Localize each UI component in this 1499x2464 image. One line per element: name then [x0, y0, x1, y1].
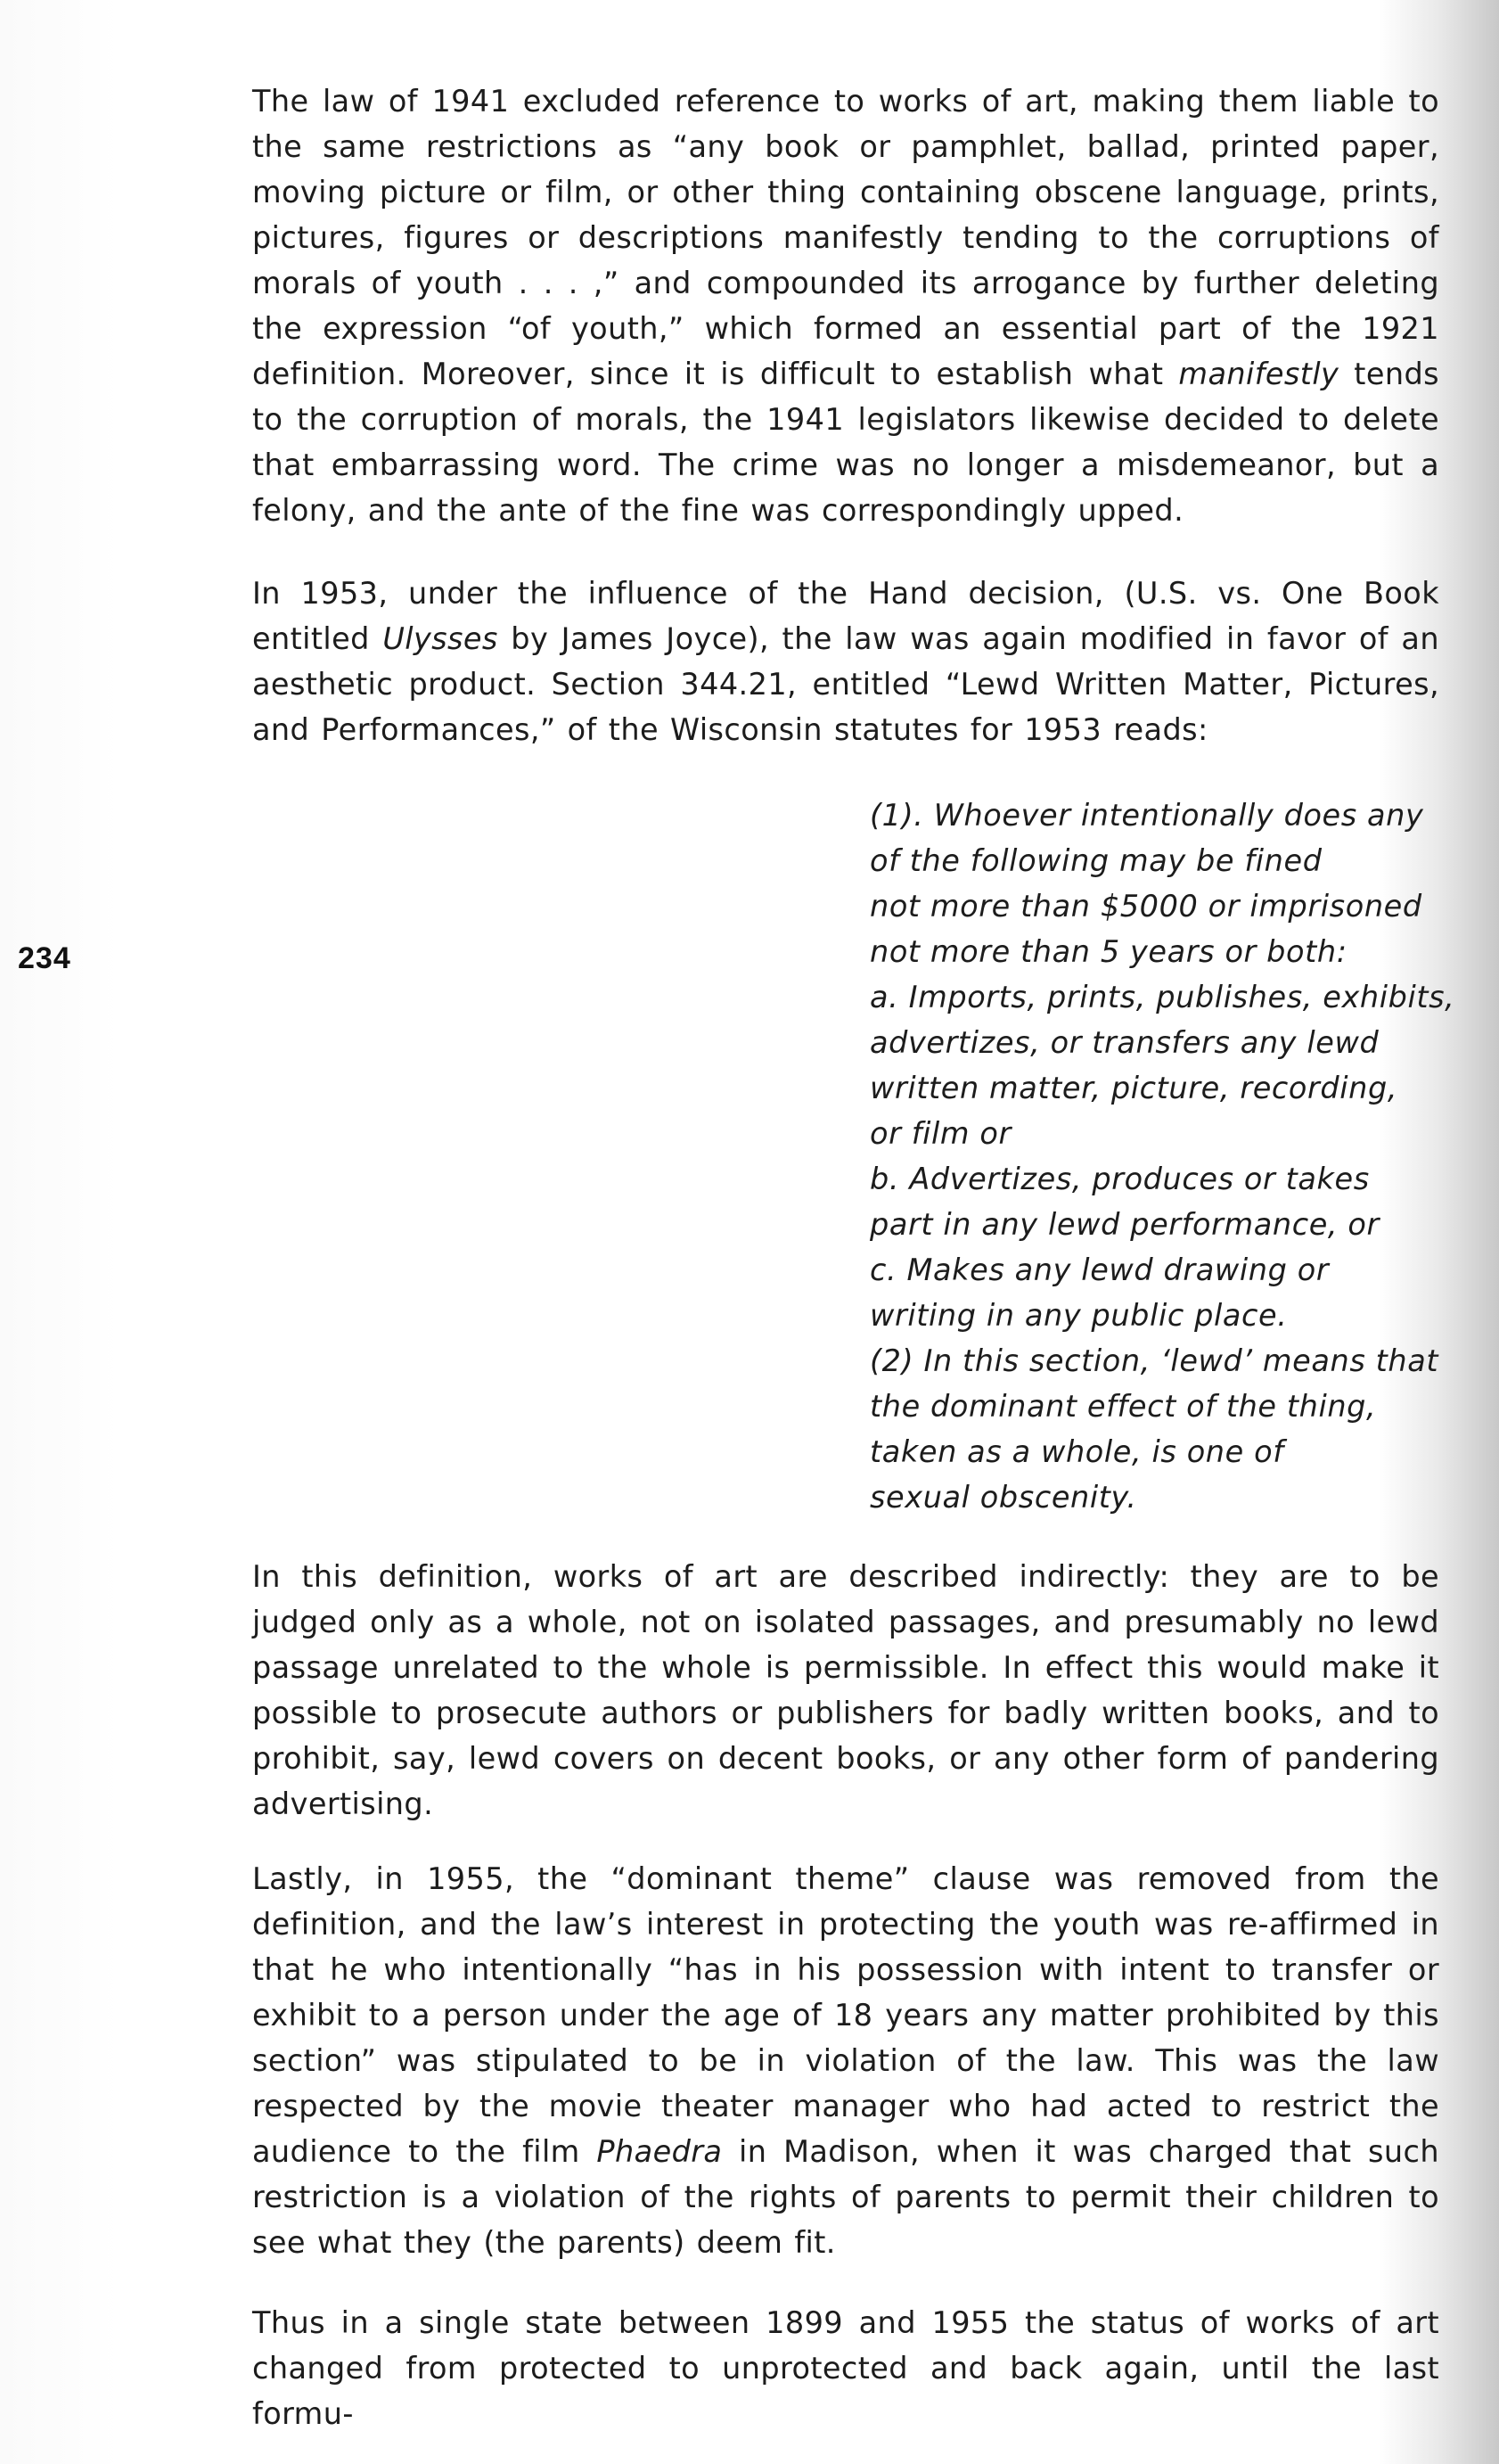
quote-line: a. Imports, prints, publishes, exhibits,: [870, 980, 1455, 1014]
paragraph-text: In 1953, under the influence of the Hand decision, (U.S. vs. One Book entitled: [252, 576, 1439, 656]
quote-line: advertizes, or transfers any lewd: [870, 1025, 1380, 1060]
quote-line: c. Makes any lewd drawing or: [870, 1253, 1330, 1287]
paragraph-text: tends to the corruption of morals, the 1941 legislators likewise decided to delete that embarrassing word. The crime was no longer a misdemeanor, but a felony, and the ante of the fine was correspondingly upped.: [252, 357, 1439, 528]
statute-quotation: [870, 793, 1458, 1520]
quote-line: writing in any public place.: [870, 1298, 1288, 1333]
paragraph-text: The law of 1941 excluded reference to works of art, making them liable to the same restrictions as “any book or pamphlet, ballad, printed paper, moving picture or film, or other thing containing obscene language, prints, pictures, figures or descriptions manifestly tending to the corruptions of morals of youth . . . ,” and compounded its arrogance by further deleting the expression “of youth,” which formed an essential part of the 1921 definition. Moreover, since it is difficult to establish what: [252, 84, 1439, 391]
paragraph-conclusion: Thus in a single state between 1899 and 1955 the status of works of art changed from protected to unprotected and back again, until the last formu-: [252, 2305, 1439, 2431]
page-number: 234: [18, 941, 71, 975]
quote-line: (1). Whoever intentionally does any: [870, 798, 1424, 833]
quote-line: not more than $5000 or imprisoned: [870, 889, 1422, 924]
quote-line: of the following may be fined: [870, 843, 1323, 878]
paragraph-definition-analysis: In this definition, works of art are described indirectly: they are to be judged only as a whole, not on isolated passages, and presumably no lewd passage unrelated to the whole is permissible. In effect this would make it possible to prosecute authors or publishers for badly written books, and to prohibit, say, lewd covers on decent books, or any other form of pandering advertising.: [252, 1559, 1439, 1821]
paragraph-law-1941: [252, 78, 1439, 533]
quote-line: part in any lewd performance, or: [870, 1207, 1380, 1242]
paragraph-text: Lastly, in 1955, the “dominant theme” clause was removed from the definition, and the law’s interest in protecting the youth was re-affirmed in that he who intentionally “has in his possession with intent to transfer or exhibit to a person under the age of 18 years any matter prohibited by this section” was stipulated to be in violation of the law. This was the law respected by the movie theater manager who had acted to restrict the audience to the film: [252, 1861, 1439, 2169]
paragraph-law-1955: [252, 1856, 1439, 2265]
quote-line: the dominant effect of the thing,: [870, 1389, 1377, 1424]
book-title-ulysses: Ulysses: [382, 621, 498, 656]
quote-line: sexual obscenity.: [870, 1480, 1137, 1515]
quote-line: taken as a whole, is one of: [870, 1434, 1284, 1469]
quote-line: or film or: [870, 1116, 1012, 1151]
quote-line: not more than 5 years or both:: [870, 934, 1347, 969]
emphasis-word: manifestly: [1178, 357, 1339, 391]
quote-line: b. Advertizes, produces or takes: [870, 1162, 1370, 1196]
paragraph-text: by James Joyce), the law was again modified in favor of an aesthetic product. Section 344.21, entitled “Lewd Written Matter, Pictures, and Performances,” of the Wisconsin statutes for 1953 reads:: [252, 621, 1439, 747]
film-title-phaedra: Phaedra: [596, 2134, 723, 2169]
quote-line: written matter, picture, recording,: [870, 1071, 1398, 1105]
paragraph-law-1953: [252, 571, 1439, 752]
quote-line: (2) In this section, ‘lewd’ means that: [870, 1343, 1439, 1378]
paragraph-text: in Madison, when it was charged that such restriction is a violation of the rights of parents to permit their children to see what they (the parents) deem fit.: [252, 2134, 1439, 2260]
